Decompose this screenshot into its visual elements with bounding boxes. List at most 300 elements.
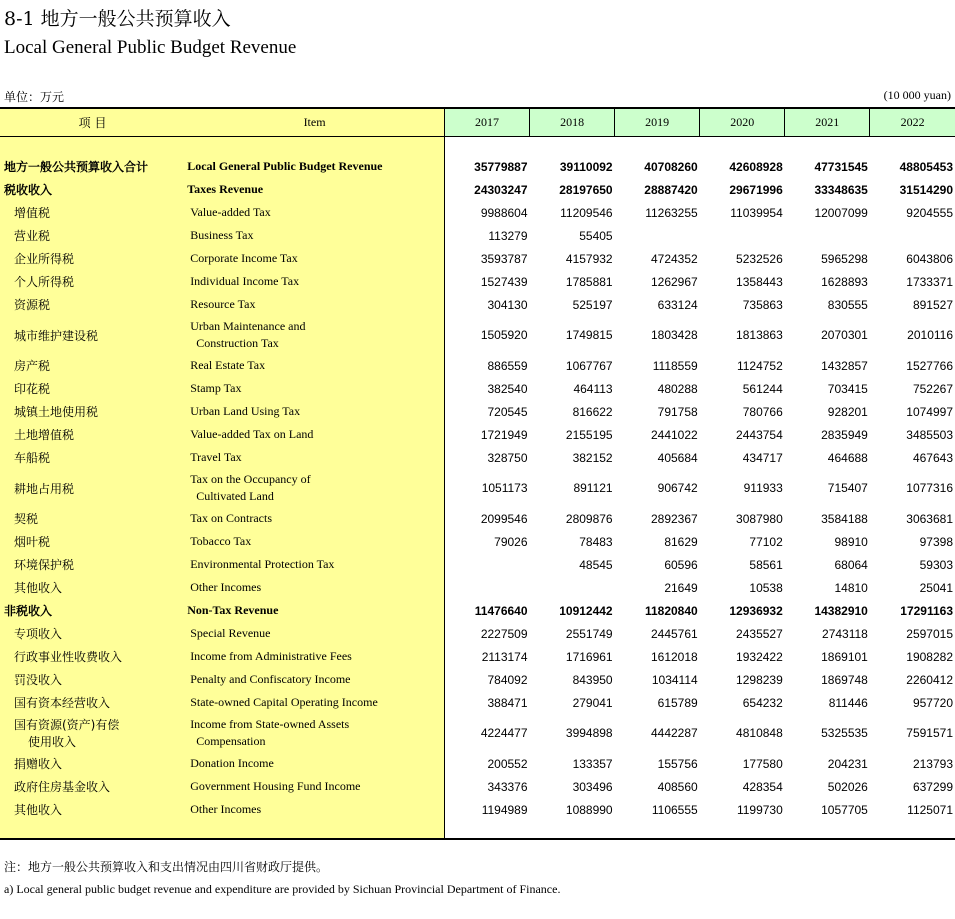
table-row [0,530,955,553]
table-cell-value [530,576,615,599]
row-label-en-text: Individual Income Tax [190,274,300,288]
table-cell-value [870,224,955,247]
table-cell-value: 48545 [579,557,613,572]
table-cell-value: 5232526 [736,251,783,266]
table-cell-value: 1118559 [652,358,698,373]
row-label-en-text: State-owned Capital Operating Income [190,695,378,709]
table-cell-value: 5965298 [821,251,868,266]
table-cell-value: 6043806 [906,251,953,266]
table-cell-value: 1527439 [444,270,529,293]
table-cell-value: 58561 [749,557,783,572]
table-cell-value: 2743118 [822,626,868,641]
table-cell-value: 428354 [742,779,783,794]
table-cell-value: 1057705 [821,802,868,817]
table-cell-value [700,224,785,247]
row-label-cn-text: 营业税 [14,229,51,243]
header-year: 2017 [444,108,529,136]
table-cell-value: 2445761 [650,626,698,641]
row-label-en-text: Urban Land Using Tax [190,404,301,418]
table-cell-value: 11263255 [645,205,698,220]
table-cell-value: 77102 [749,534,783,549]
table-row [0,377,955,400]
row-label-cn-text: 捐赠收入 [14,757,63,771]
table-row [0,423,955,446]
row-label-en-text: Local General Public Budget Revenue [187,159,383,173]
table-cell-value: 4810848 [736,726,783,740]
page-title-en: Local General Public Budget Revenue [4,37,297,58]
row-label-en-text: Urban Maintenance and [190,319,306,333]
table-cell-value: 1106555 [651,802,698,817]
row-label-en [185,507,444,530]
row-label-en-text: Cultivated Land [196,489,274,503]
table-cell-value: 2010116 [907,328,953,342]
row-label-cn-text: 城市维护建设税 [14,328,99,343]
row-label-cn-text: 行政事业性收费收入 [14,650,123,664]
row-label-cn-text: 环境保护税 [14,558,75,572]
table-cell-value: 1051173 [444,469,529,507]
table-cell-value: 382540 [444,377,529,400]
table-row [0,691,955,714]
row-label-en-text: Donation Income [190,756,274,770]
table-cell-value: 891527 [912,297,953,312]
row-label-en [185,576,444,599]
table-row [0,293,955,316]
table-cell-value: 25041 [919,580,953,595]
row-label-cn-text: 车船税 [14,451,51,465]
table-cell-value: 97398 [919,534,953,549]
table-cell-value: 2070301 [821,328,868,342]
row-label-en-text: Travel Tax [190,450,242,464]
table-cell-value: 59303 [919,557,953,572]
row-label-cn [0,530,185,553]
table-cell-value: 304130 [444,293,529,316]
row-label-en [185,446,444,469]
table-cell-value [785,224,870,247]
row-label-cn [0,576,185,599]
row-label-cn [0,798,185,821]
row-label-cn [0,377,185,400]
row-label-cn-text: 其他收入 [14,803,63,817]
row-label-cn [0,622,185,645]
table-row [0,775,955,798]
table-cell-value: 133357 [572,756,613,771]
row-label-cn-text: 罚没收入 [14,673,63,687]
row-label-en [185,668,444,691]
table-cell-value: 830555 [827,297,868,312]
row-label-en [185,377,444,400]
row-label-cn [0,668,185,691]
table-cell-value: 1125071 [907,802,953,817]
table-cell-value: 843950 [572,672,613,687]
table-cell-value: 5325535 [821,726,868,740]
row-label-en-text: Other Incomes [190,580,262,594]
table-bottom-row [0,821,955,839]
table-cell-value: 780766 [742,404,783,419]
table-row [0,247,955,270]
table-cell-value: 891121 [573,481,613,495]
header-year: 2021 [785,108,870,136]
row-label-en [185,155,444,178]
table-cell-value: 155756 [657,756,698,771]
row-label-en-text: Penalty and Confiscatory Income [190,672,351,686]
footnote-cn: 注：地方一般公共预算收入和支出情况由四川省财政厅提供。 [4,860,329,874]
table-cell-value: 1124752 [736,358,783,373]
table-cell-value: 11039954 [730,205,783,220]
table-header-row [0,108,955,136]
row-label-cn [0,775,185,798]
table-cell-value: 2155195 [565,427,613,442]
row-label-en-text: Construction Tax [196,336,279,350]
header-item-en: Item [185,108,444,136]
row-label-en [185,622,444,645]
table-cell-value: 7591571 [906,726,953,740]
table-cell-value: 11820840 [644,603,698,618]
table-cell-value: 1785881 [565,274,613,289]
row-label-cn [0,645,185,668]
table-cell-value: 1803428 [650,328,698,342]
row-label-cn-text: 政府住房基金收入 [14,780,111,794]
table-cell-value: 328750 [444,446,529,469]
table-cell-value: 957720 [912,695,953,710]
table-cell-value: 17291163 [900,603,953,618]
row-label-en [185,316,444,354]
table-cell-value: 735863 [742,297,783,312]
table-cell-value: 4724352 [650,251,698,266]
table-cell-value: 405684 [657,450,698,465]
table-cell-value: 40708260 [644,159,698,174]
row-label-en-text: Value-added Tax [190,205,271,219]
table-cell-value: 79026 [444,530,529,553]
row-label-en-text: Stamp Tax [190,381,242,395]
table-cell-value: 2809876 [565,511,613,526]
table-cell-value: 561244 [742,381,783,396]
header-year: 2019 [615,108,700,136]
row-label-en [185,553,444,576]
row-label-en-text: Non-Tax Revenue [187,603,279,617]
table-cell-value: 4157932 [565,251,613,266]
table-row [0,668,955,691]
row-label-cn-text: 烟叶税 [14,535,51,549]
table-cell-value: 1908282 [906,649,953,664]
row-label-cn [0,201,185,224]
row-label-cn-text: 资源税 [14,298,51,312]
table-cell-value: 11209546 [560,205,613,220]
table-cell-value: 3485503 [906,427,953,442]
table-cell-value: 1262967 [650,274,698,289]
row-label-en-text: Income from State-owned Assets [190,717,350,731]
row-label-cn [0,507,185,530]
table-cell-value: 1067767 [565,358,613,373]
row-label-en-text: Real Estate Tax [190,358,266,372]
table-row [0,201,955,224]
header-year: 2022 [870,108,955,136]
table-cell-value: 2441022 [650,427,698,442]
row-label-cn-text: 增值税 [14,206,51,220]
table-cell-value [444,576,529,599]
table-cell-value: 14810 [834,580,868,595]
table-cell-value: 928201 [827,404,868,419]
table-cell-value: 39110092 [559,159,613,174]
table-cell-value: 1088990 [565,802,613,817]
table-cell-value: 1199730 [736,802,783,817]
table-cell-value: 1749815 [565,328,613,342]
row-label-en [185,247,444,270]
row-label-cn [0,354,185,377]
table-cell-value: 1733371 [906,274,953,289]
table-cell-value: 752267 [912,381,953,396]
table-cell-value: 24303247 [444,178,529,201]
table-cell-value: 1527766 [906,358,953,373]
table-cell-value: 35779887 [444,155,529,178]
row-label-en [185,599,444,622]
row-label-cn-text: 税收收入 [4,183,53,197]
table-cell-value: 3593787 [444,247,529,270]
row-label-cn-text: 国有资源(资产)有偿 [14,718,120,732]
table-cell-value: 2551749 [565,626,613,641]
row-label-en-text: Taxes Revenue [187,182,264,196]
table-cell-value: 464113 [573,381,613,396]
table-cell-value: 78483 [579,534,613,549]
table-cell-value: 60596 [664,557,698,572]
header-item-cn: 项 目 [0,108,185,136]
table-row [0,400,955,423]
table-cell-value: 615789 [657,695,698,710]
table-cell-value: 408560 [657,779,698,794]
table-cell-value: 464688 [827,450,868,465]
row-label-cn [0,599,185,622]
table-cell-value: 467643 [912,450,953,465]
row-label-cn-text: 房产税 [14,359,51,373]
table-cell-value: 1716961 [565,649,613,664]
row-label-cn-text: 印花税 [14,382,51,396]
table-row [0,798,955,821]
row-label-en-text: Tax on the Occupancy of [190,472,311,486]
row-label-en [185,178,444,201]
table-row [0,155,955,178]
table-cell-value: 2260412 [906,672,953,687]
row-label-en-text: Other Incomes [190,802,262,816]
row-label-cn-text: 企业所得税 [14,252,75,266]
row-label-cn [0,469,185,507]
row-label-en-text: Tax on Contracts [190,511,272,525]
table-cell-value: 10538 [749,580,783,595]
table-cell-value: 1298239 [736,672,783,687]
row-label-en-text: Compensation [196,734,266,748]
table-cell-value: 791758 [657,404,698,419]
table-cell-value: 55405 [579,228,613,243]
table-cell-value: 28197650 [559,182,613,197]
row-label-en [185,400,444,423]
table-cell-value: 715407 [827,481,868,495]
table-cell-value: 3994898 [565,726,613,740]
row-label-en [185,293,444,316]
table-row [0,714,955,752]
table-cell-value: 816622 [572,404,613,419]
row-label-en-text: Government Housing Fund Income [190,779,361,793]
table-cell-value: 886559 [444,354,529,377]
row-label-en-text: Income from Administrative Fees [190,649,352,663]
row-label-cn [0,178,185,201]
table-cell-value: 9988604 [444,201,529,224]
table-cell-value: 2435527 [736,626,783,641]
table-cell-value: 720545 [444,400,529,423]
row-label-en-text: Business Tax [190,228,254,242]
table-row [0,553,955,576]
row-label-cn-text: 城镇土地使用税 [14,405,99,419]
table-row [0,622,955,645]
row-label-cn [0,155,185,178]
table-cell-value: 98910 [834,534,868,549]
row-label-cn [0,691,185,714]
row-label-cn [0,714,185,752]
row-label-en-text: Special Revenue [190,626,271,640]
row-label-en [185,530,444,553]
row-label-cn [0,247,185,270]
row-label-cn [0,446,185,469]
table-cell-value: 1074997 [906,404,953,419]
table-spacer-row [0,136,955,155]
table-cell-value: 3584188 [821,511,868,526]
table-cell-value: 2892367 [650,511,698,526]
table-row [0,178,955,201]
row-label-en [185,714,444,752]
row-label-cn-text: 契税 [14,512,39,526]
table-cell-value: 654232 [742,695,783,710]
revenue-table [0,107,955,840]
table-cell-value: 2113174 [444,645,529,668]
table-row [0,469,955,507]
row-label-en-text: Value-added Tax on Land [190,427,314,441]
table-cell-value: 2099546 [444,507,529,530]
header-year: 2018 [530,108,615,136]
table-cell-value: 9204555 [906,205,953,220]
table-cell-value: 703415 [827,381,868,396]
table-cell-value: 113279 [444,224,529,247]
row-label-en-text: Resource Tax [190,297,256,311]
table-cell-value: 28887420 [644,182,698,197]
table-cell-value: 3087980 [736,511,783,526]
table-cell-value: 343376 [444,775,529,798]
table-row [0,446,955,469]
table-cell-value [615,224,700,247]
table-cell-value: 502026 [827,779,868,794]
table-cell-value: 10912442 [559,603,613,618]
table-cell-value: 1869101 [821,649,868,664]
table-cell-value: 1932422 [736,649,783,664]
table-cell-value: 279041 [572,695,613,710]
table-cell-value: 29671996 [729,182,783,197]
table-cell-value: 3063681 [906,511,953,526]
table-cell-value: 177580 [742,756,783,771]
table-row [0,645,955,668]
table-cell-value: 12007099 [814,205,868,220]
table-cell-value: 2443754 [736,427,783,442]
table-cell-value: 14382910 [814,603,868,618]
unit-label-en: (10 000 yuan) [883,88,951,102]
table-cell-value: 12936932 [729,603,783,618]
table-cell-value: 382152 [572,450,613,465]
table-cell-value: 213793 [912,756,953,771]
table-row [0,599,955,622]
table-row [0,507,955,530]
table-row [0,752,955,775]
table-cell-value: 811446 [828,695,868,710]
row-label-en-text: Corporate Income Tax [190,251,298,265]
table-cell-value: 1432857 [821,358,868,373]
table-cell-value: 4442287 [650,726,698,740]
row-label-cn-text: 个人所得税 [14,275,75,289]
row-label-en [185,469,444,507]
table-cell-value: 434717 [742,450,783,465]
table-cell-value: 1813863 [736,328,783,342]
row-label-cn-text: 耕地占用税 [14,481,75,496]
table-cell-value: 48805453 [899,159,953,174]
table-row [0,576,955,599]
table-cell-value: 784092 [444,668,529,691]
row-label-cn-text: 专项收入 [14,627,63,641]
row-label-cn-text: 地方一般公共预算收入合计 [4,160,149,174]
row-label-en-text: Environmental Protection Tax [190,557,335,571]
table-cell-value: 47731545 [814,159,868,174]
table-cell-value: 388471 [444,691,529,714]
table-cell-value: 480288 [657,381,698,396]
table-cell-value: 637299 [912,779,953,794]
row-label-cn [0,316,185,354]
table-cell-value: 31514290 [899,182,953,197]
row-label-cn-text: 土地增值税 [14,428,75,442]
row-label-en [185,201,444,224]
table-row [0,316,955,354]
table-row [0,224,955,247]
table-cell-value: 1628893 [821,274,868,289]
table-cell-value: 33348635 [814,182,868,197]
table-cell-value: 1721949 [444,423,529,446]
row-label-en [185,224,444,247]
table-cell-value: 21649 [664,580,698,595]
page-title-cn: 8-1 地方一般公共预算收入 [4,8,231,30]
row-label-cn-text: 国有资本经营收入 [14,696,111,710]
row-label-en [185,423,444,446]
table-cell-value: 2835949 [821,427,868,442]
table-cell-value: 303496 [572,779,613,794]
row-label-cn-text: 非税收入 [4,604,53,618]
row-label-cn-text: 其他收入 [14,581,63,595]
footnote-en: a) Local general public budget revenue and expenditure are provided by Sichuan Provincial Department of Finance. [4,882,561,896]
unit-label-cn: 单位：万元 [4,90,65,104]
row-label-cn [0,224,185,247]
table-cell-value: 1505920 [444,316,529,354]
row-label-en-text: Tobacco Tax [190,534,252,548]
table-cell-value: 1869748 [821,672,868,687]
row-label-cn [0,553,185,576]
table-cell-value: 1077316 [906,481,953,495]
table-cell-value: 204231 [827,756,868,771]
table-cell-value [444,553,529,576]
table-row [0,354,955,377]
table-cell-value: 42608928 [729,159,783,174]
row-label-cn-text: 使用收入 [28,735,77,749]
row-label-en [185,645,444,668]
table-cell-value: 11476640 [444,599,529,622]
table-row [0,270,955,293]
table-cell-value: 1034114 [651,672,698,687]
table-cell-value: 911933 [743,481,783,495]
table-cell-value: 200552 [444,752,529,775]
row-label-en [185,354,444,377]
row-label-cn [0,752,185,775]
table-body [0,136,955,839]
header-year: 2020 [700,108,785,136]
